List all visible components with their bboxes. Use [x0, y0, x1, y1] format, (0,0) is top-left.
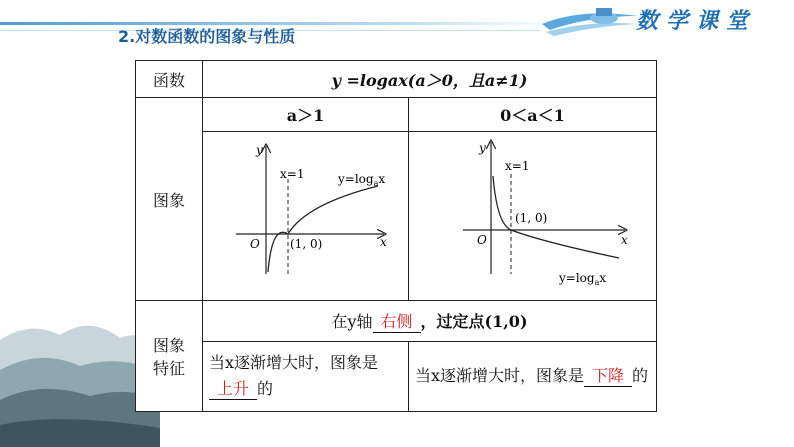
- features-row-label: [136, 301, 203, 412]
- feature-right-answer: 下降: [584, 366, 632, 387]
- brand-logo: [540, 2, 794, 42]
- case-a-greater-than-one: a＞1: [203, 98, 409, 132]
- function-formula: y =logax(a＞0，且a≠1): [203, 61, 657, 98]
- graph-decreasing: [433, 134, 633, 294]
- origin-label: O: [249, 237, 260, 252]
- curve-label: $y=\log_ax$: [558, 271, 606, 288]
- line-label: x=1: [279, 167, 304, 182]
- feature-right-prefix: 当x逐渐增大时，图象是: [415, 366, 585, 386]
- point-label: (1, 0): [289, 237, 322, 252]
- section-title: 2.对数函数的图象与性质: [118, 27, 296, 46]
- x-axis-label: x: [379, 235, 387, 250]
- shared-feature-prefix: 在y轴: [331, 311, 373, 331]
- curve-label: $y=\log_ax$: [337, 172, 385, 189]
- feature-right-suffix: 的: [632, 366, 649, 386]
- swoosh-icon: [540, 2, 640, 40]
- point-label: (1, 0): [514, 211, 547, 226]
- y-axis-label: y: [478, 141, 486, 156]
- x-axis-label: x: [620, 233, 628, 248]
- log-function-table: [135, 60, 657, 412]
- graph-row-label: 图象: [136, 98, 203, 301]
- graph-cell-increasing: [203, 132, 409, 301]
- feature-left-prefix: 当x逐渐增大时，图象是: [209, 353, 379, 373]
- brand-text: 数学课堂: [636, 8, 757, 34]
- graph-increasing: [206, 134, 406, 294]
- graph-cell-decreasing: [409, 132, 657, 301]
- feature-left-answer: 上升: [209, 379, 257, 400]
- log-curve-decreasing: [493, 176, 619, 258]
- shared-feature: [203, 301, 657, 341]
- shared-feature-suffix: ，过定点(1,0): [420, 311, 528, 331]
- function-label: 函数: [136, 61, 203, 98]
- features-label-line1: 图象: [152, 336, 185, 356]
- feature-increasing: [203, 341, 409, 411]
- feature-decreasing: [409, 341, 657, 411]
- origin-label: O: [476, 233, 487, 248]
- feature-left-suffix: 的: [257, 379, 274, 399]
- case-a-between-zero-one: 0＜a＜1: [409, 98, 657, 132]
- features-label-line2: 特征: [152, 359, 185, 379]
- log-curve-increasing: [268, 186, 378, 272]
- shared-feature-answer: 右侧: [373, 312, 421, 333]
- y-axis-label: y: [255, 143, 263, 158]
- line-label: x=1: [504, 159, 529, 174]
